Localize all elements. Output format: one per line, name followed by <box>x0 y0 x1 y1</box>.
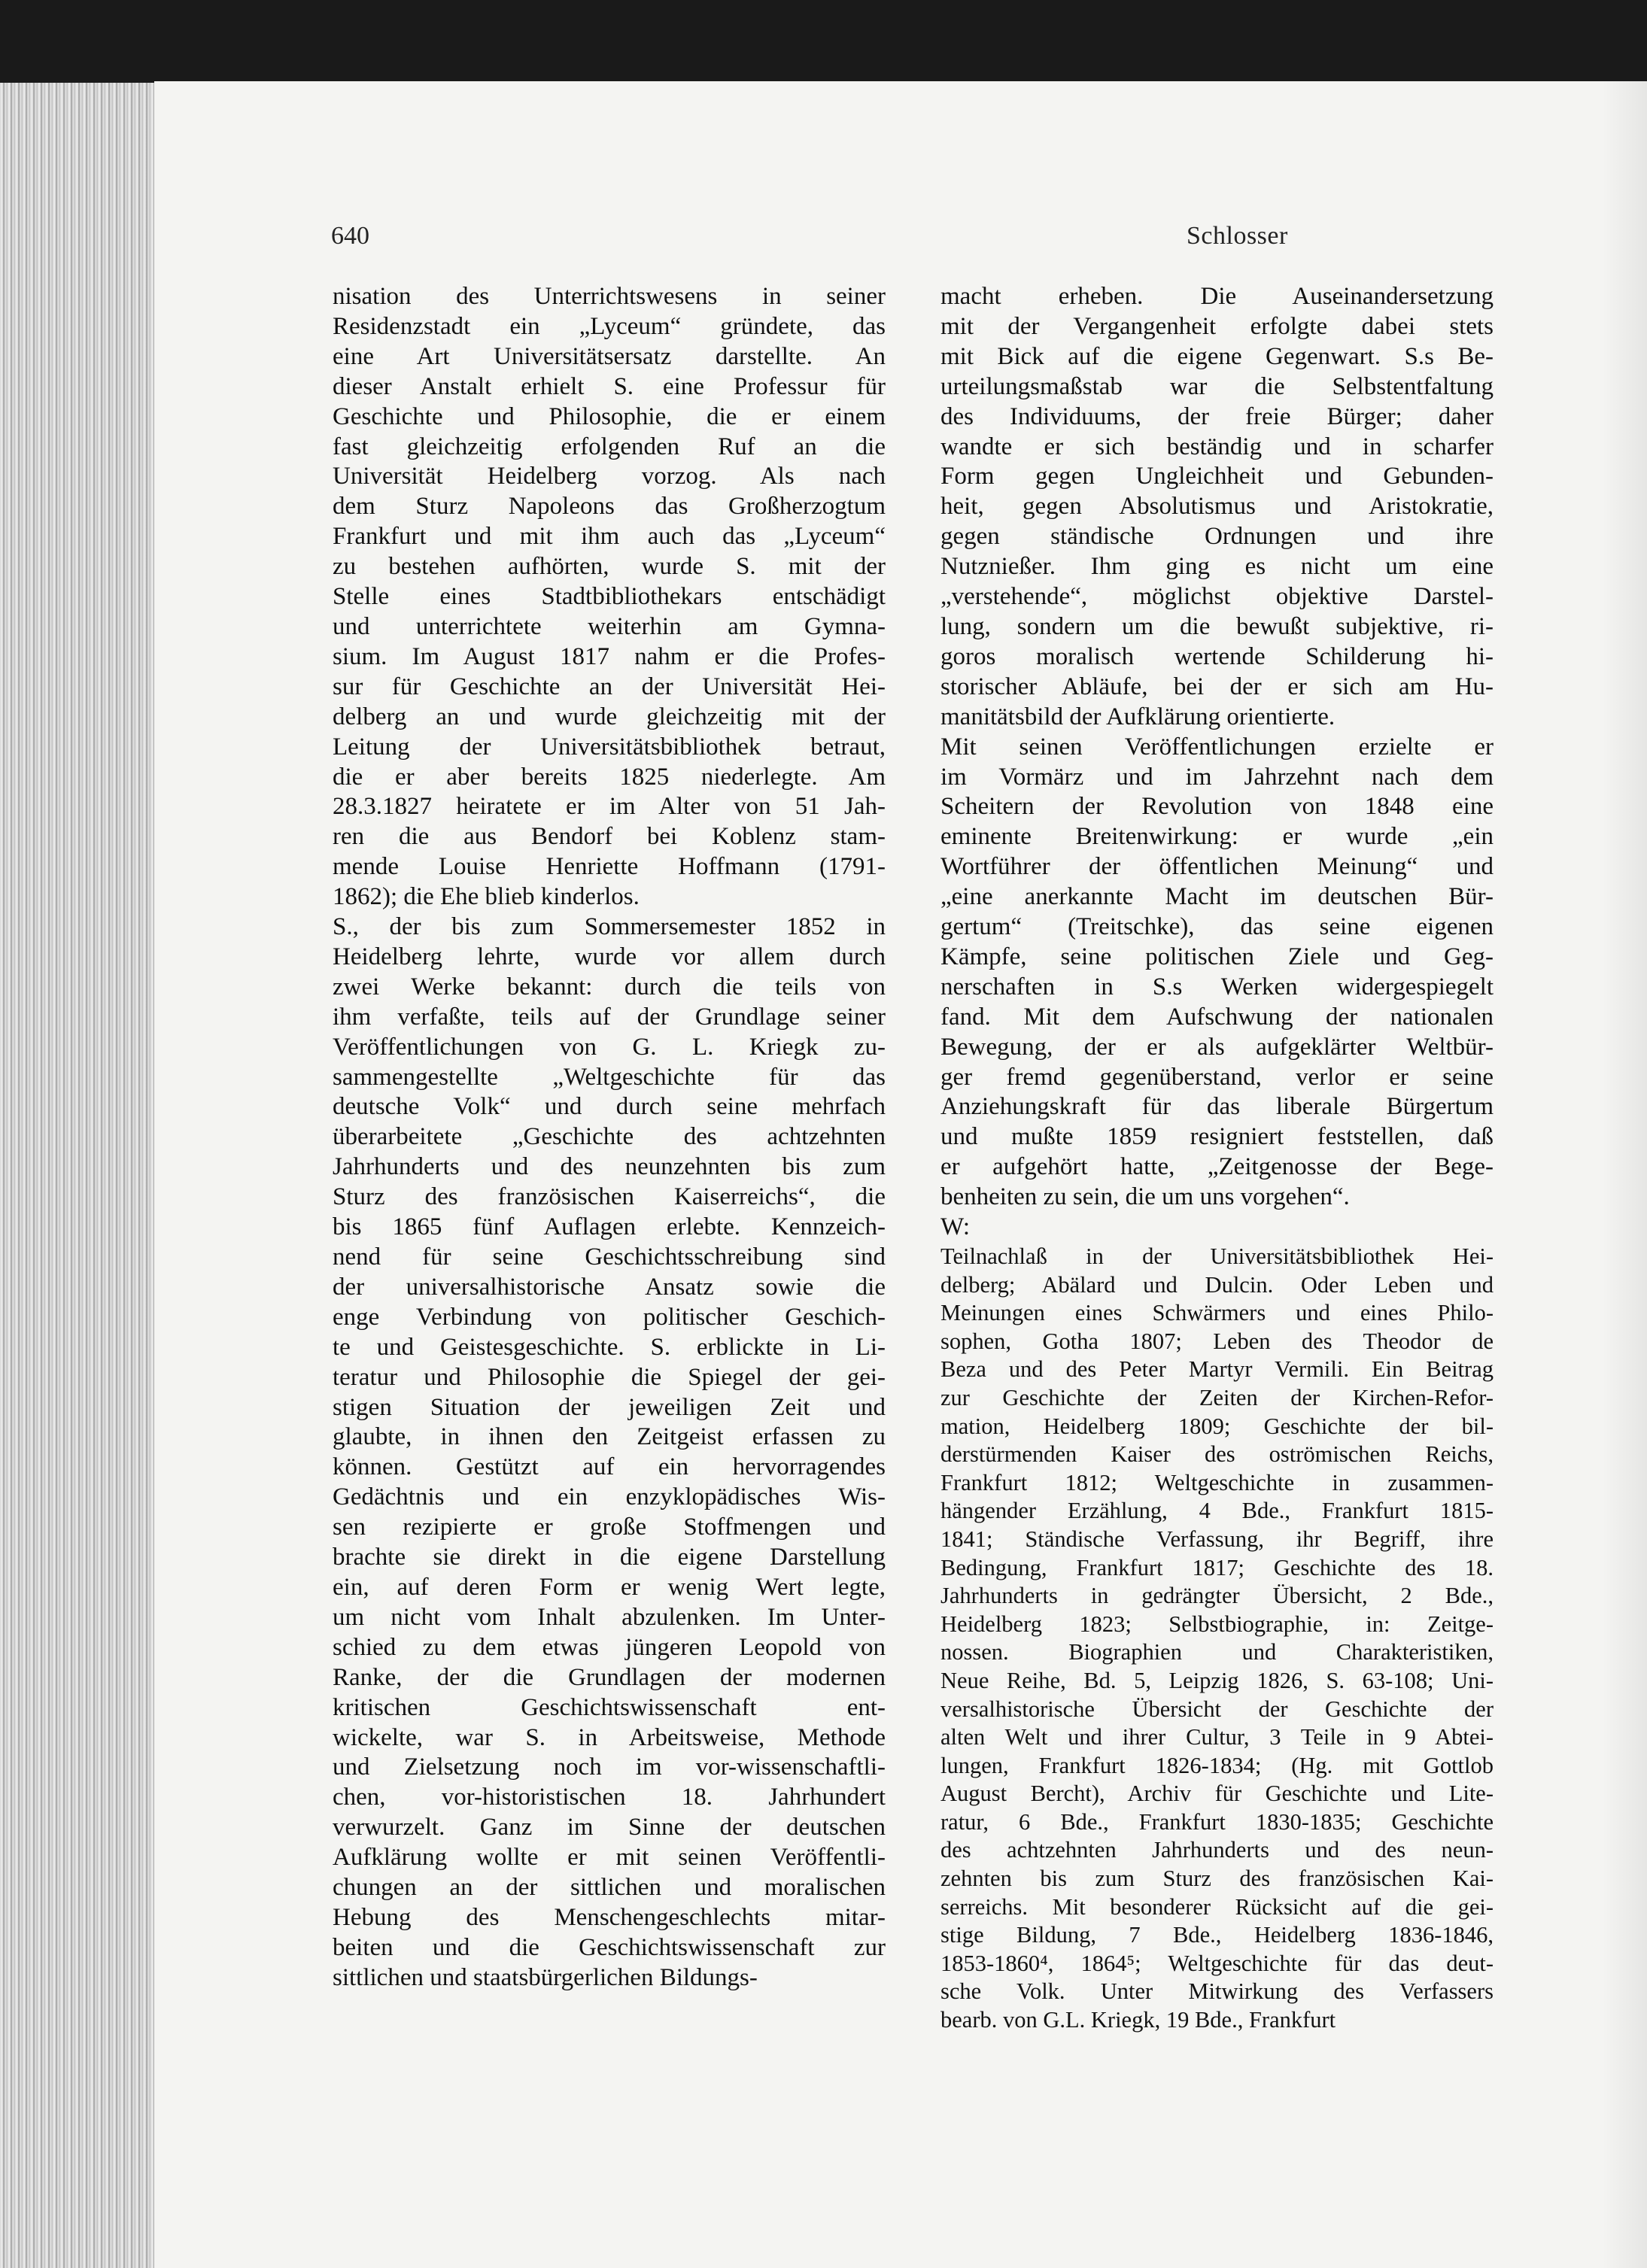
page-number: 640 <box>331 222 369 250</box>
text-line: enge Verbindung von politischer Geschich- <box>333 1303 886 1331</box>
text-line: 1841; Ständische Verfassung, ihr Begriff, ihre <box>940 1526 1494 1552</box>
text-line: verwurzelt. Ganz im Sinne der deutschen <box>333 1814 886 1841</box>
text-line: sche Volk. Unter Mitwirkung des Verfassers <box>940 1978 1494 2005</box>
text-line: Nutznießer. Ihm ging es nicht um eine <box>940 553 1494 581</box>
text-line: fand. Mit dem Aufschwung der nationalen <box>940 1003 1494 1031</box>
works-list <box>940 1243 1494 2035</box>
text-line: Bedingung, Frankfurt 1817; Geschichte des 18. <box>940 1554 1494 1580</box>
text-line: dieser Anstalt erhielt S. eine Professur für <box>333 372 886 400</box>
text-line: Leitung der Universitätsbibliothek betraut, <box>333 733 886 761</box>
text-line: teratur und Philosophie die Spiegel der gei- <box>333 1363 886 1391</box>
text-line: Universität Heidelberg vorzog. Als nach <box>333 463 886 490</box>
text-line: Meinungen eines Schwärmers und eines Philo- <box>940 1300 1494 1326</box>
text-line: Residenzstadt ein „Lyceum“ gründete, das <box>333 312 886 340</box>
text-line: Bewegung, der er als aufgeklärter Weltbür- <box>940 1033 1494 1061</box>
text-line: zehnten bis zum Sturz des französischen Kai- <box>940 1866 1494 1892</box>
text-line: des Individuums, der freie Bürger; daher <box>940 402 1494 430</box>
text-line: ren die aus Bendorf bei Koblenz stam- <box>333 823 886 851</box>
text-line: Anziehungskraft für das liberale Bürgertum <box>940 1093 1494 1121</box>
text-line: nossen. Biographien und Charakteristiken, <box>940 1639 1494 1665</box>
text-line: sur für Geschichte an der Universität Hei- <box>333 673 886 700</box>
text-line: nend für seine Geschichtsschreibung sind <box>333 1243 886 1271</box>
text-line: Teilnachlaß in der Universitätsbibliothek Hei- <box>940 1243 1494 1269</box>
text-line: Veröffentlichungen von G. L. Kriegk zu- <box>333 1033 886 1061</box>
text-line: lungen, Frankfurt 1826-1834; (Hg. mit Gottlob <box>940 1752 1494 1778</box>
text-line: S., der bis zum Sommersemester 1852 in <box>333 913 886 941</box>
text-line: Frankfurt und mit ihm auch das „Lyceum“ <box>333 523 886 551</box>
text-line: des achtzehnten Jahrhunderts und des neun- <box>940 1837 1494 1863</box>
text-line: Hebung des Menschengeschlechts mitar- <box>333 1903 886 1931</box>
text-line: Stelle eines Stadtbibliothekars entschädigt <box>333 583 886 611</box>
text-line: überarbeitete „Geschichte des achtzehnten <box>333 1123 886 1151</box>
text-line: Gedächtnis und ein enzyklopädisches Wis- <box>333 1483 886 1511</box>
text-line: Form gegen Ungleichheit und Gebunden- <box>940 463 1494 490</box>
text-line: Frankfurt 1812; Weltgeschichte in zusammen- <box>940 1469 1494 1495</box>
text-line: lung, sondern um die bewußt subjektive, ri- <box>940 612 1494 640</box>
text-line: chen, vor-historistischen 18. Jahrhundert <box>333 1784 886 1811</box>
text-line: nerschaften in S.s Werken widergespiegelt <box>940 973 1494 1000</box>
text-line: alten Welt und ihrer Cultur, 3 Teile in 9 Abtei- <box>940 1724 1494 1750</box>
text-line: eminente Breitenwirkung: er wurde „ein <box>940 823 1494 851</box>
text-line: ratur, 6 Bde., Frankfurt 1830-1835; Geschichte <box>940 1808 1494 1835</box>
text-line: ein, auf deren Form er wenig Wert legte, <box>333 1573 886 1601</box>
text-line: „verstehende“, möglichst objektive Darstel- <box>940 583 1494 611</box>
text-line: Sturz des französischen Kaiserreichs“, die <box>333 1183 886 1211</box>
text-line: stige Bildung, 7 Bde., Heidelberg 1836-1846, <box>940 1922 1494 1948</box>
text-line: goros moralisch wertende Schilderung hi- <box>940 642 1494 670</box>
text-line: Kämpfe, seine politischen Ziele und Geg- <box>940 943 1494 970</box>
text-line: urteilungsmaßstab war die Selbstentfaltung <box>940 372 1494 400</box>
text-line: sammengestellte „Weltgeschichte für das <box>333 1063 886 1091</box>
text-line: 1862); die Ehe blieb kinderlos. <box>333 883 640 911</box>
text-line: delberg an und wurde gleichzeitig mit der <box>333 703 886 730</box>
text-line: dem Sturz Napoleons das Großherzogtum <box>333 493 886 521</box>
text-line: August Bercht), Archiv für Geschichte und Lite- <box>940 1781 1494 1807</box>
text-line: mit der Vergangenheit erfolgte dabei stets <box>940 312 1494 340</box>
text-line: sium. Im August 1817 nahm er die Profes- <box>333 642 886 670</box>
text-line: benheiten zu sein, die um uns vorgehen“. <box>940 1183 1350 1211</box>
text-line: ger fremd gegenüberstand, verlor er seine <box>940 1063 1494 1091</box>
text-line: Heidelberg lehrte, wurde vor allem durch <box>333 943 886 970</box>
text-line: eine Art Universitätsersatz darstellte. An <box>333 342 886 370</box>
text-line: mende Louise Henriette Hoffmann (1791- <box>333 853 886 881</box>
text-line: die er aber bereits 1825 niederlegte. Am <box>333 763 886 791</box>
book-page-edges <box>0 83 154 2268</box>
text-line: er aufgehört hatte, „Zeitgenosse der Bege- <box>940 1153 1494 1181</box>
text-line: storischer Abläufe, bei der er sich am Hu- <box>940 673 1494 700</box>
text-line: um nicht vom Inhalt abzulenken. Im Unter- <box>333 1603 886 1631</box>
text-line: können. Gestützt auf ein hervorragendes <box>333 1453 886 1481</box>
text-line: „eine anerkannte Macht im deutschen Bür- <box>940 883 1494 911</box>
text-line: mation, Heidelberg 1809; Geschichte der bil- <box>940 1413 1494 1439</box>
text-line: sittlichen und staatsbürgerlichen Bildungs- <box>333 1963 758 1991</box>
text-line: nisation des Unterrichtswesens in seiner <box>333 283 886 310</box>
text-line: wickelte, war S. in Arbeitsweise, Methode <box>333 1723 886 1751</box>
text-line: fast gleichzeitig erfolgenden Ruf an die <box>333 433 886 460</box>
text-line: serreichs. Mit besonderer Rücksicht auf die gei- <box>940 1893 1494 1920</box>
text-line: Aufklärung wollte er mit seinen Veröffentli- <box>333 1844 886 1872</box>
text-line: te und Geistesgeschichte. S. erblickte in Li- <box>333 1333 886 1361</box>
text-line: Mit seinen Veröffentlichungen erzielte er <box>940 733 1494 761</box>
text-line: chungen an der sittlichen und moralischen <box>333 1874 886 1902</box>
text-line: zur Geschichte der Zeiten der Kirchen-Refor- <box>940 1384 1494 1410</box>
page-header <box>331 222 1288 252</box>
text-line: Heidelberg 1823; Selbstbiographie, in: Zeitge- <box>940 1611 1494 1637</box>
text-line: ihm verfaßte, teils auf der Grundlage seiner <box>333 1003 886 1031</box>
text-line: bis 1865 fünf Auflagen erlebte. Kennzeich- <box>333 1213 886 1241</box>
text-line: und mußte 1859 resigniert feststellen, daß <box>940 1123 1494 1151</box>
text-line: derstürmenden Kaiser des oströmischen Reichs, <box>940 1441 1494 1468</box>
text-line: der universalhistorische Ansatz sowie die <box>333 1273 886 1301</box>
text-line: und unterrichtete weiterhin am Gymna- <box>333 612 886 640</box>
text-line: bearb. von G.L. Kriegk, 19 Bde., Frankfurt <box>940 2007 1336 2033</box>
right-text-column <box>940 282 1494 2035</box>
text-line: deutsche Volk“ und durch seine mehrfach <box>333 1093 886 1121</box>
text-line: Beza und des Peter Martyr Vermili. Ein Beitrag <box>940 1356 1494 1383</box>
right-body-text <box>940 282 1494 1213</box>
text-line: Jahrhunderts in gedrängter Übersicht, 2 Bde., <box>940 1583 1494 1609</box>
text-line: beiten und die Geschichtswissenschaft zur <box>333 1933 886 1961</box>
text-line: Jahrhunderts und des neunzehnten bis zum <box>333 1153 886 1181</box>
text-line: zu bestehen aufhörten, wurde S. mit der <box>333 553 886 581</box>
text-line: gegen ständische Ordnungen und ihre <box>940 523 1494 551</box>
text-line: kritischen Geschichtswissenschaft ent- <box>333 1693 886 1721</box>
text-line: sen rezipierte er große Stoffmengen und <box>333 1514 886 1541</box>
text-line: und Zielsetzung noch im vor-wissenschaftli- <box>333 1753 886 1781</box>
page-gutter-shadow <box>1602 81 1647 2268</box>
running-title: Schlosser <box>1187 222 1288 250</box>
text-line: sophen, Gotha 1807; Leben des Theodor de <box>940 1328 1494 1354</box>
text-line: Scheitern der Revolution von 1848 eine <box>940 793 1494 821</box>
text-line: schied zu dem etwas jüngeren Leopold von <box>333 1633 886 1661</box>
text-line: zwei Werke bekannt: durch die teils von <box>333 973 886 1000</box>
text-line: Wortführer der öffentlichen Meinung“ und <box>940 853 1494 881</box>
text-line: heit, gegen Absolutismus und Aristokratie, <box>940 493 1494 521</box>
text-line: 1853-1860⁴, 1864⁵; Weltgeschichte für das deut- <box>940 1950 1494 1976</box>
text-line: mit Bick auf die eigene Gegenwart. S.s Be- <box>940 342 1494 370</box>
text-line: stigen Situation der jeweiligen Zeit und <box>333 1393 886 1421</box>
text-line: delberg; Abälard und Dulcin. Oder Leben und <box>940 1271 1494 1298</box>
text-line: hängender Erzählung, 4 Bde., Frankfurt 1815- <box>940 1498 1494 1524</box>
text-line: Neue Reihe, Bd. 5, Leipzig 1826, S. 63-108; Uni- <box>940 1667 1494 1693</box>
left-text-column <box>333 282 886 1993</box>
text-line: Geschichte und Philosophie, die er einem <box>333 402 886 430</box>
text-line: wandte er sich beständig und in scharfer <box>940 433 1494 460</box>
text-line: 28.3.1827 heiratete er im Alter von 51 Jah- <box>333 793 886 821</box>
text-line: glaubte, in ihnen den Zeitgeist erfassen zu <box>333 1423 886 1451</box>
text-line: brachte sie direkt in die eigene Darstellung <box>333 1544 886 1571</box>
text-line: gertum“ (Treitschke), das seine eigenen <box>940 913 1494 941</box>
text-line: Ranke, der die Grundlagen der modernen <box>333 1663 886 1691</box>
works-label: W: <box>940 1213 971 1241</box>
text-line: manitätsbild der Aufklärung orientierte. <box>940 703 1336 730</box>
text-line: im Vormärz und im Jahrzehnt nach dem <box>940 763 1494 791</box>
text-line: versalhistorische Übersicht der Geschichte der <box>940 1696 1494 1722</box>
text-line: macht erheben. Die Auseinandersetzung <box>940 283 1494 310</box>
